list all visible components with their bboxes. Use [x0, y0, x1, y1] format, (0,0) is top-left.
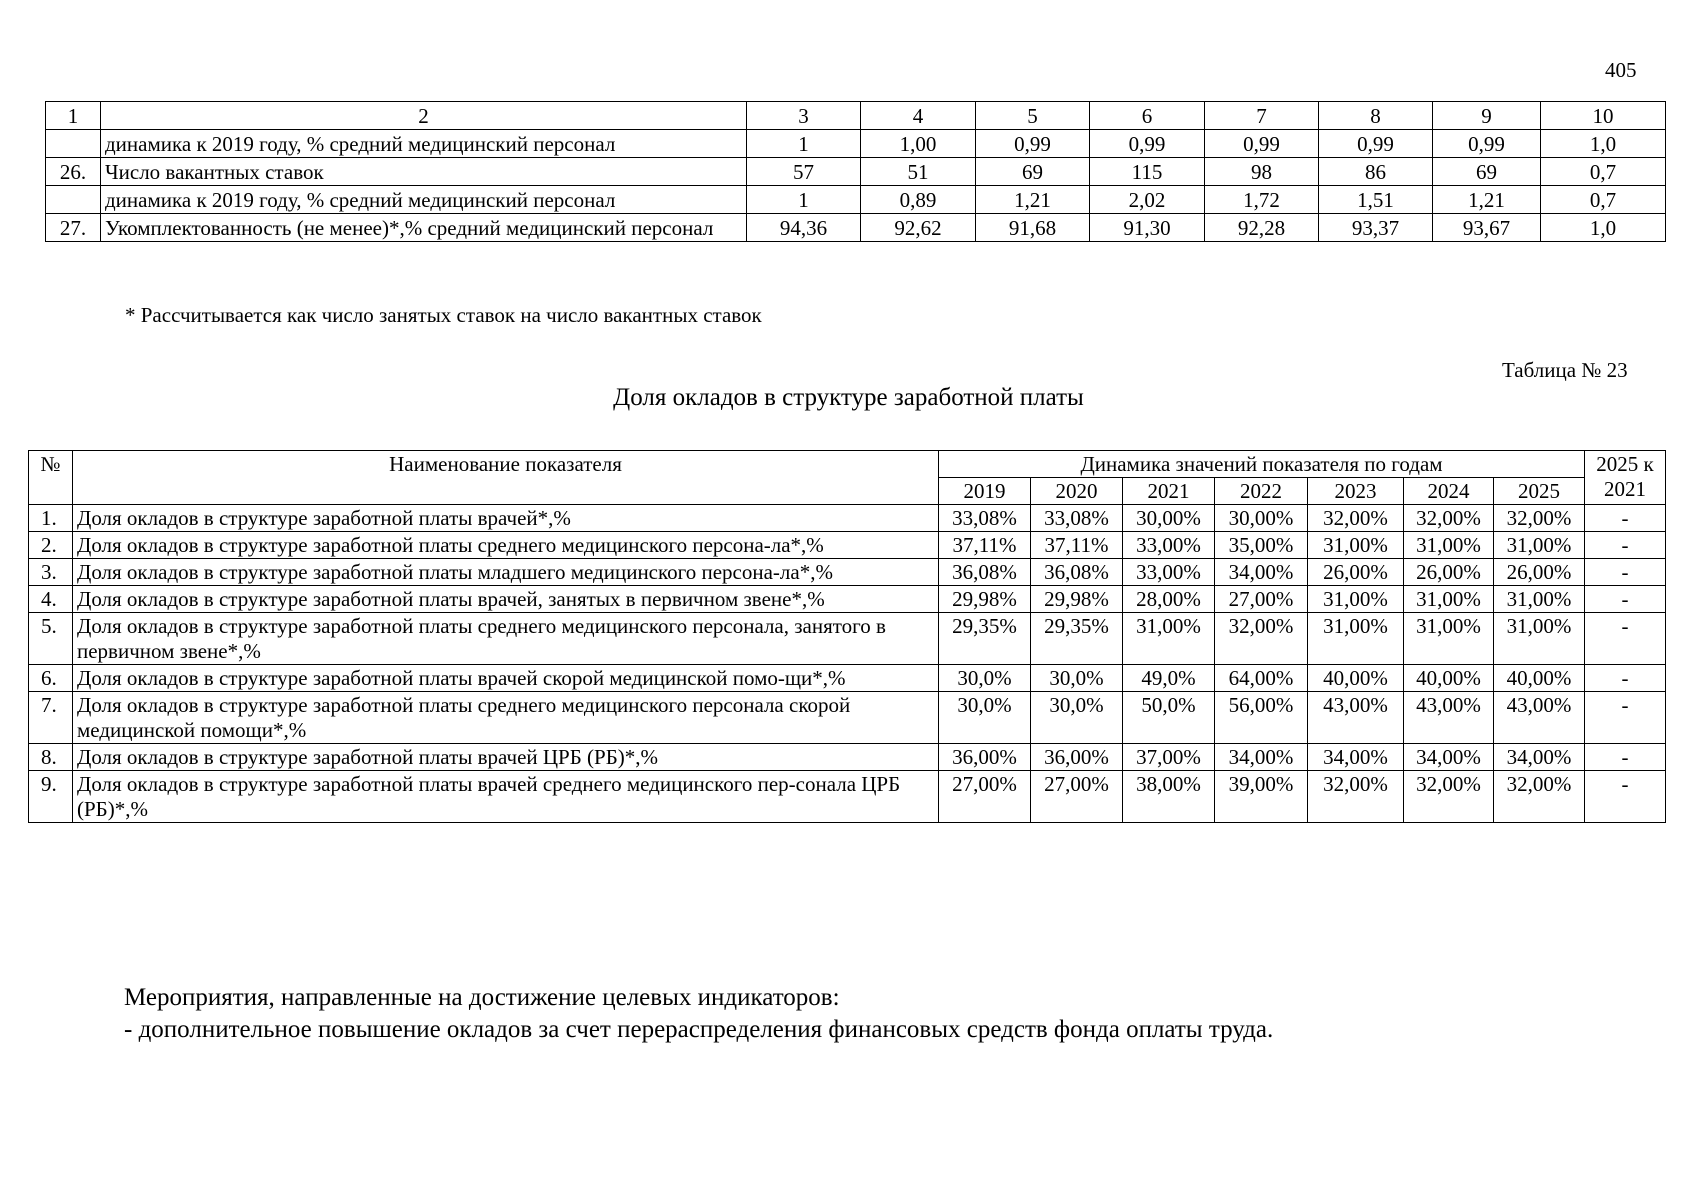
- indicator-name-cell: Доля окладов в структуре заработной платы врачей среднего медицинского пер-сонала ЦРБ (РБ)*,%: [73, 771, 939, 823]
- ratio-cell: -: [1585, 586, 1666, 613]
- value-cell: 1,72: [1205, 186, 1319, 214]
- value-cell: 31,00%: [1404, 613, 1494, 665]
- value-cell: 34,00%: [1494, 744, 1585, 771]
- value-cell: 39,00%: [1215, 771, 1308, 823]
- indicator-name-cell: Число вакантных ставок: [101, 158, 747, 186]
- value-cell: 31,00%: [1308, 613, 1404, 665]
- table-row: [29, 613, 1666, 665]
- indicator-name-cell: Доля окладов в структуре заработной платы младшего медицинского персона-ла*,%: [73, 559, 939, 586]
- value-cell: 31,00%: [1494, 586, 1585, 613]
- value-cell: 93,37: [1319, 214, 1433, 242]
- row-number-cell: 5.: [29, 613, 73, 665]
- row-number-cell: 26.: [46, 158, 101, 186]
- value-cell: 30,00%: [1215, 505, 1308, 532]
- value-cell: 34,00%: [1215, 559, 1308, 586]
- value-cell: 32,00%: [1404, 771, 1494, 823]
- header-dynamics: Динамика значений показателя по годам: [939, 451, 1585, 478]
- salary-share-table: [28, 450, 1666, 823]
- value-cell: 0,99: [1090, 130, 1205, 158]
- value-cell: 43,00%: [1494, 692, 1585, 744]
- row-number-cell: 2.: [29, 532, 73, 559]
- ratio-cell: -: [1585, 665, 1666, 692]
- value-cell: 32,00%: [1404, 505, 1494, 532]
- table-row: [46, 186, 1666, 214]
- indicators-table-continued: [45, 101, 1666, 242]
- value-cell: 1: [747, 186, 861, 214]
- header-number: №: [29, 451, 73, 505]
- value-cell: 28,00%: [1123, 586, 1215, 613]
- value-cell: 32,00%: [1494, 771, 1585, 823]
- value-cell: 31,00%: [1494, 532, 1585, 559]
- value-cell: 37,00%: [1123, 744, 1215, 771]
- row-number-cell: 8.: [29, 744, 73, 771]
- top-table-body: [46, 102, 1666, 242]
- row-number-cell: [46, 130, 101, 158]
- value-cell: 31,00%: [1123, 613, 1215, 665]
- value-cell: 0,99: [976, 130, 1090, 158]
- ratio-cell: -: [1585, 505, 1666, 532]
- value-cell: 30,0%: [939, 665, 1031, 692]
- value-cell: 1,21: [1433, 186, 1541, 214]
- value-cell: 115: [1090, 158, 1205, 186]
- value-cell: 30,0%: [1031, 692, 1123, 744]
- value-cell: 0,89: [861, 186, 976, 214]
- header-year: 2019: [939, 478, 1031, 505]
- indicator-name-cell: Доля окладов в структуре заработной платы врачей ЦРБ (РБ)*,%: [73, 744, 939, 771]
- table-row: [46, 130, 1666, 158]
- header-year: 2022: [1215, 478, 1308, 505]
- column-number-cell: 2: [101, 102, 747, 130]
- value-cell: 33,08%: [939, 505, 1031, 532]
- measures-item: - дополнительное повышение окладов за счет перераспределения финансовых средств фонда оплаты труда.: [124, 1016, 1274, 1043]
- value-cell: 26,00%: [1404, 559, 1494, 586]
- indicator-name-cell: Укомплектованность (не менее)*,% средний медицинский персонал: [101, 214, 747, 242]
- column-number-cell: 1: [46, 102, 101, 130]
- value-cell: 57: [747, 158, 861, 186]
- value-cell: 37,11%: [939, 532, 1031, 559]
- indicator-name-cell: динамика к 2019 году, % средний медицинский персонал: [101, 130, 747, 158]
- value-cell: 56,00%: [1215, 692, 1308, 744]
- value-cell: 29,98%: [1031, 586, 1123, 613]
- value-cell: 1,0: [1541, 214, 1666, 242]
- table-row: [29, 692, 1666, 744]
- value-cell: 35,00%: [1215, 532, 1308, 559]
- table-row: [29, 744, 1666, 771]
- main-table-header-row: [29, 451, 1666, 478]
- column-number-cell: 7: [1205, 102, 1319, 130]
- ratio-cell: -: [1585, 559, 1666, 586]
- measures-heading: Мероприятия, направленные на достижение целевых индикаторов:: [124, 984, 840, 1011]
- column-number-cell: 5: [976, 102, 1090, 130]
- measures-section: [124, 982, 1273, 1046]
- header-ratio: 2025 к 2021: [1585, 451, 1666, 505]
- value-cell: 34,00%: [1404, 744, 1494, 771]
- value-cell: 91,30: [1090, 214, 1205, 242]
- value-cell: 29,98%: [939, 586, 1031, 613]
- row-number-cell: 9.: [29, 771, 73, 823]
- table-title: Доля окладов в структуре заработной платы: [613, 384, 1084, 411]
- column-number-cell: 4: [861, 102, 976, 130]
- value-cell: 92,28: [1205, 214, 1319, 242]
- table-row: [29, 586, 1666, 613]
- value-cell: 34,00%: [1308, 744, 1404, 771]
- value-cell: 33,08%: [1031, 505, 1123, 532]
- value-cell: 33,00%: [1123, 559, 1215, 586]
- header-year: 2021: [1123, 478, 1215, 505]
- value-cell: 1,21: [976, 186, 1090, 214]
- table-row: [46, 214, 1666, 242]
- column-number-cell: 10: [1541, 102, 1666, 130]
- value-cell: 33,00%: [1123, 532, 1215, 559]
- top-table-header-row: [46, 102, 1666, 130]
- value-cell: 0,7: [1541, 158, 1666, 186]
- value-cell: 30,00%: [1123, 505, 1215, 532]
- value-cell: 26,00%: [1308, 559, 1404, 586]
- value-cell: 38,00%: [1123, 771, 1215, 823]
- ratio-cell: -: [1585, 532, 1666, 559]
- row-number-cell: 27.: [46, 214, 101, 242]
- value-cell: 30,0%: [939, 692, 1031, 744]
- value-cell: 86: [1319, 158, 1433, 186]
- table-row: [46, 158, 1666, 186]
- value-cell: 36,08%: [939, 559, 1031, 586]
- value-cell: 43,00%: [1404, 692, 1494, 744]
- value-cell: 93,67: [1433, 214, 1541, 242]
- row-number-cell: 1.: [29, 505, 73, 532]
- value-cell: 26,00%: [1494, 559, 1585, 586]
- indicator-name-cell: Доля окладов в структуре заработной платы врачей скорой медицинской помо-щи*,%: [73, 665, 939, 692]
- table-row: [29, 771, 1666, 823]
- header-year: 2023: [1308, 478, 1404, 505]
- value-cell: 27,00%: [939, 771, 1031, 823]
- value-cell: 36,00%: [939, 744, 1031, 771]
- value-cell: 36,00%: [1031, 744, 1123, 771]
- column-number-cell: 9: [1433, 102, 1541, 130]
- value-cell: 98: [1205, 158, 1319, 186]
- row-number-cell: [46, 186, 101, 214]
- column-number-cell: 6: [1090, 102, 1205, 130]
- value-cell: 30,0%: [1031, 665, 1123, 692]
- value-cell: 40,00%: [1308, 665, 1404, 692]
- table-label: Таблица № 23: [1502, 358, 1628, 382]
- value-cell: 1: [747, 130, 861, 158]
- value-cell: 91,68: [976, 214, 1090, 242]
- value-cell: 0,7: [1541, 186, 1666, 214]
- indicator-name-cell: Доля окладов в структуре заработной платы среднего медицинского персонала, занятого в первичном звене*,%: [73, 613, 939, 665]
- table-row: [29, 532, 1666, 559]
- ratio-cell: -: [1585, 771, 1666, 823]
- value-cell: 40,00%: [1494, 665, 1585, 692]
- value-cell: 94,36: [747, 214, 861, 242]
- indicator-name-cell: динамика к 2019 году, % средний медицинский персонал: [101, 186, 747, 214]
- value-cell: 31,00%: [1494, 613, 1585, 665]
- page-number: 405: [1605, 58, 1637, 82]
- value-cell: 31,00%: [1308, 532, 1404, 559]
- ratio-cell: -: [1585, 692, 1666, 744]
- value-cell: 2,02: [1090, 186, 1205, 214]
- value-cell: 1,0: [1541, 130, 1666, 158]
- value-cell: 69: [1433, 158, 1541, 186]
- row-number-cell: 3.: [29, 559, 73, 586]
- value-cell: 1,51: [1319, 186, 1433, 214]
- value-cell: 69: [976, 158, 1090, 186]
- value-cell: 29,35%: [939, 613, 1031, 665]
- value-cell: 31,00%: [1308, 586, 1404, 613]
- value-cell: 0,99: [1319, 130, 1433, 158]
- value-cell: 43,00%: [1308, 692, 1404, 744]
- value-cell: 50,0%: [1123, 692, 1215, 744]
- value-cell: 31,00%: [1404, 532, 1494, 559]
- value-cell: 51: [861, 158, 976, 186]
- indicator-name-cell: Доля окладов в структуре заработной платы врачей*,%: [73, 505, 939, 532]
- value-cell: 27,00%: [1215, 586, 1308, 613]
- table-row: [29, 665, 1666, 692]
- value-cell: 92,62: [861, 214, 976, 242]
- value-cell: 64,00%: [1215, 665, 1308, 692]
- ratio-cell: -: [1585, 613, 1666, 665]
- value-cell: 32,00%: [1494, 505, 1585, 532]
- header-indicator-name: Наименование показателя: [73, 451, 939, 505]
- value-cell: 34,00%: [1215, 744, 1308, 771]
- value-cell: 31,00%: [1404, 586, 1494, 613]
- value-cell: 27,00%: [1031, 771, 1123, 823]
- value-cell: 0,99: [1433, 130, 1541, 158]
- value-cell: 49,0%: [1123, 665, 1215, 692]
- footnote: * Рассчитывается как число занятых ставок на число вакантных ставок: [125, 303, 762, 327]
- value-cell: 29,35%: [1031, 613, 1123, 665]
- value-cell: 32,00%: [1215, 613, 1308, 665]
- indicator-name-cell: Доля окладов в структуре заработной платы среднего медицинского персона-ла*,%: [73, 532, 939, 559]
- value-cell: 40,00%: [1404, 665, 1494, 692]
- table-row: [29, 559, 1666, 586]
- main-table-body: [29, 505, 1666, 823]
- indicator-name-cell: Доля окладов в структуре заработной платы врачей, занятых в первичном звене*,%: [73, 586, 939, 613]
- header-year: 2025: [1494, 478, 1585, 505]
- value-cell: 32,00%: [1308, 771, 1404, 823]
- value-cell: 1,00: [861, 130, 976, 158]
- row-number-cell: 7.: [29, 692, 73, 744]
- value-cell: 32,00%: [1308, 505, 1404, 532]
- column-number-cell: 8: [1319, 102, 1433, 130]
- value-cell: 37,11%: [1031, 532, 1123, 559]
- ratio-cell: -: [1585, 744, 1666, 771]
- row-number-cell: 4.: [29, 586, 73, 613]
- table-row: [29, 505, 1666, 532]
- header-year: 2020: [1031, 478, 1123, 505]
- column-number-cell: 3: [747, 102, 861, 130]
- row-number-cell: 6.: [29, 665, 73, 692]
- value-cell: 36,08%: [1031, 559, 1123, 586]
- header-year: 2024: [1404, 478, 1494, 505]
- value-cell: 0,99: [1205, 130, 1319, 158]
- indicator-name-cell: Доля окладов в структуре заработной платы среднего медицинского персонала скорой медицинской помощи*,%: [73, 692, 939, 744]
